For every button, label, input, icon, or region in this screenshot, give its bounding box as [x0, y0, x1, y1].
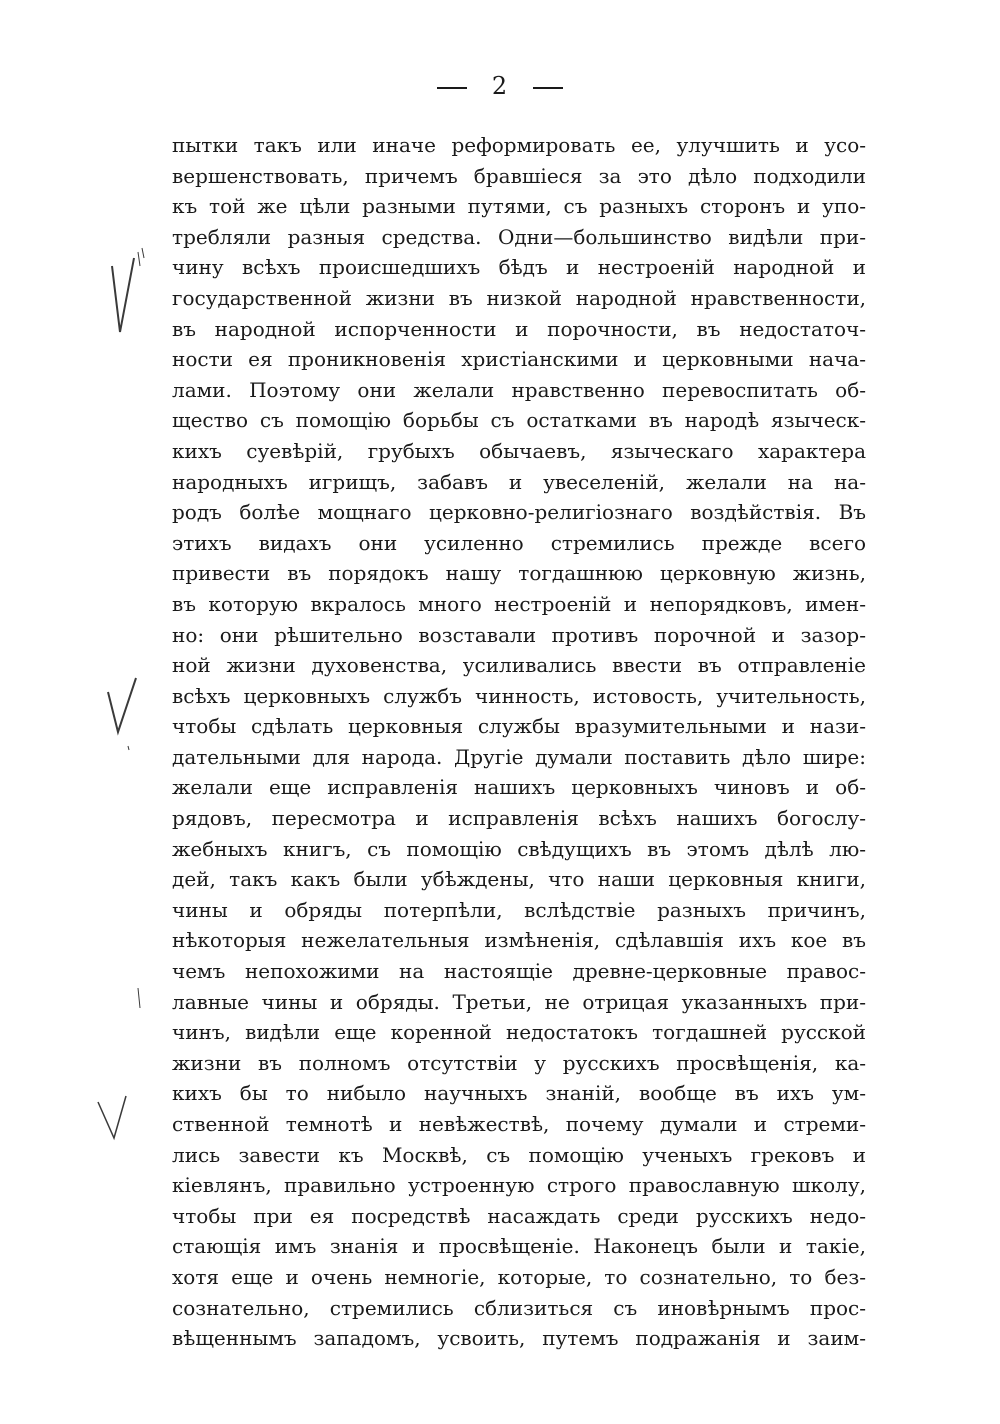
- text-line: лами. Поэтому они желали нравственно перевоспитать об-: [172, 377, 866, 402]
- text-line: вѣщеннымъ западомъ, усвоить, путемъ подражанiя и заим-: [172, 1326, 866, 1351]
- text-line: лись завести къ Москвѣ, съ помощiю ученыхъ грековъ и: [172, 1142, 866, 1167]
- text-line: пытки такъ или иначе реформировать ее, улучшить и усо-: [172, 133, 866, 157]
- text-line: но: они рѣшительно возставали противъ порочной и зазор-: [172, 622, 866, 647]
- page-header: [0, 72, 1000, 100]
- text-line: привести въ порядокъ нашу тогдашнюю церковную жизнь,: [172, 561, 866, 586]
- text-line: родъ болѣе мощнаго церковно-религiознаго воздѣйствiя. Въ: [172, 500, 866, 525]
- text-line: къ той же цѣли разными путями, съ разныхъ сторонъ и упо-: [172, 194, 866, 219]
- text-line: жебныхъ книгъ, съ помощiю свѣдущихъ въ этомъ дѣлѣ лю-: [172, 836, 866, 861]
- text-line: государственной жизни въ низкой народной нравственности,: [172, 285, 866, 310]
- text-line: чинъ, видѣли еще коренной недостатокъ тогдашней русской: [172, 1020, 866, 1045]
- text-line: хотя еще и очень немногiе, которые, то сознательно, то без-: [172, 1264, 866, 1289]
- text-line: чтобы сдѣлать церковныя службы вразумительными и нази-: [172, 714, 866, 739]
- text-line: въ которую вкралось много нестроенiй и непорядковъ, имен-: [172, 591, 866, 616]
- text-line: ственной темнотѣ и невѣжествѣ, почему думали и стреми-: [172, 1112, 866, 1136]
- text-line: въ народной испорченности и порочности, въ недостаточ-: [172, 316, 866, 341]
- text-line: кiевлянъ, правильно устроенную строго православную школу,: [172, 1173, 866, 1198]
- text-line: лавные чины и обряды. Третьи, не отрицая указанныхъ при-: [172, 989, 866, 1014]
- text-line: нѣкоторыя нежелательныя измѣненiя, сдѣлавшiя ихъ кое въ: [172, 928, 866, 953]
- text-line: кихъ суевѣрiй, грубыхъ обычаевъ, языческаго характера: [172, 438, 866, 463]
- text-line: требляли разныя средства. Одни—большинство видѣли при-: [172, 224, 866, 249]
- text-line: ной жизни духовенства, усиливались ввести въ отправленiе: [172, 653, 866, 678]
- page-number: 2: [491, 72, 509, 100]
- pencil-tick-small: [134, 984, 154, 1014]
- pencil-checkmark-1: [104, 244, 154, 344]
- text-line: стающiя имъ знанiя и просвѣщенiе. Наконецъ были и такiе,: [172, 1234, 866, 1259]
- left-dash: [437, 87, 467, 89]
- text-line: желали еще исправленiя нашихъ церковныхъ чиновъ и об-: [172, 775, 866, 800]
- body-text: [172, 130, 866, 1354]
- text-line: дей, такъ какъ были убѣждены, что наши церковныя книги,: [172, 867, 866, 892]
- right-dash: [533, 87, 563, 89]
- text-line: щество съ помощiю борьбы съ остатками въ народѣ языческ-: [172, 408, 866, 433]
- pencil-checkmark-2: [100, 672, 150, 752]
- text-line: кихъ бы то нибыло научныхъ знанiй, вообще въ ихъ ум-: [172, 1081, 866, 1106]
- text-line: жизни въ полномъ отсутствiи у русскихъ просвѣщенiя, ка-: [172, 1050, 866, 1075]
- text-line: сознательно, стремились сблизиться съ иновѣрнымъ прос-: [172, 1295, 866, 1320]
- text-line: ности ея проникновенiя христiанскими и церковными нача-: [172, 347, 866, 372]
- text-line: чтобы при ея посредствѣ насаждать среди русскихъ недо-: [172, 1203, 866, 1228]
- text-line: всѣхъ церковныхъ службъ чинность, истовость, учительность,: [172, 683, 866, 708]
- text-line: этихъ видахъ они усиленно стремились прежде всего: [172, 530, 866, 555]
- text-line: дательными для народа. Другiе думали поставить дѣло шире:: [172, 744, 866, 769]
- text-line: народныхъ игрищъ, забавъ и увеселенiй, желали на на-: [172, 469, 866, 494]
- text-line: чину всѣхъ происшедшихъ бѣдъ и нестроенiй народной и: [172, 255, 866, 280]
- text-line: чины и обряды потерпѣли, вслѣдствiе разныхъ причинъ,: [172, 897, 866, 922]
- text-line: рядовъ, пересмотра и исправленiя всѣхъ нашихъ богослу-: [172, 806, 866, 831]
- text-line: чемъ непохожими на настоящiе древне-церковные правос-: [172, 959, 866, 984]
- pencil-checkmark-3: [92, 1092, 142, 1152]
- text-line: вершенствовать, причемъ бравшiеся за это дѣло подходили: [172, 163, 866, 188]
